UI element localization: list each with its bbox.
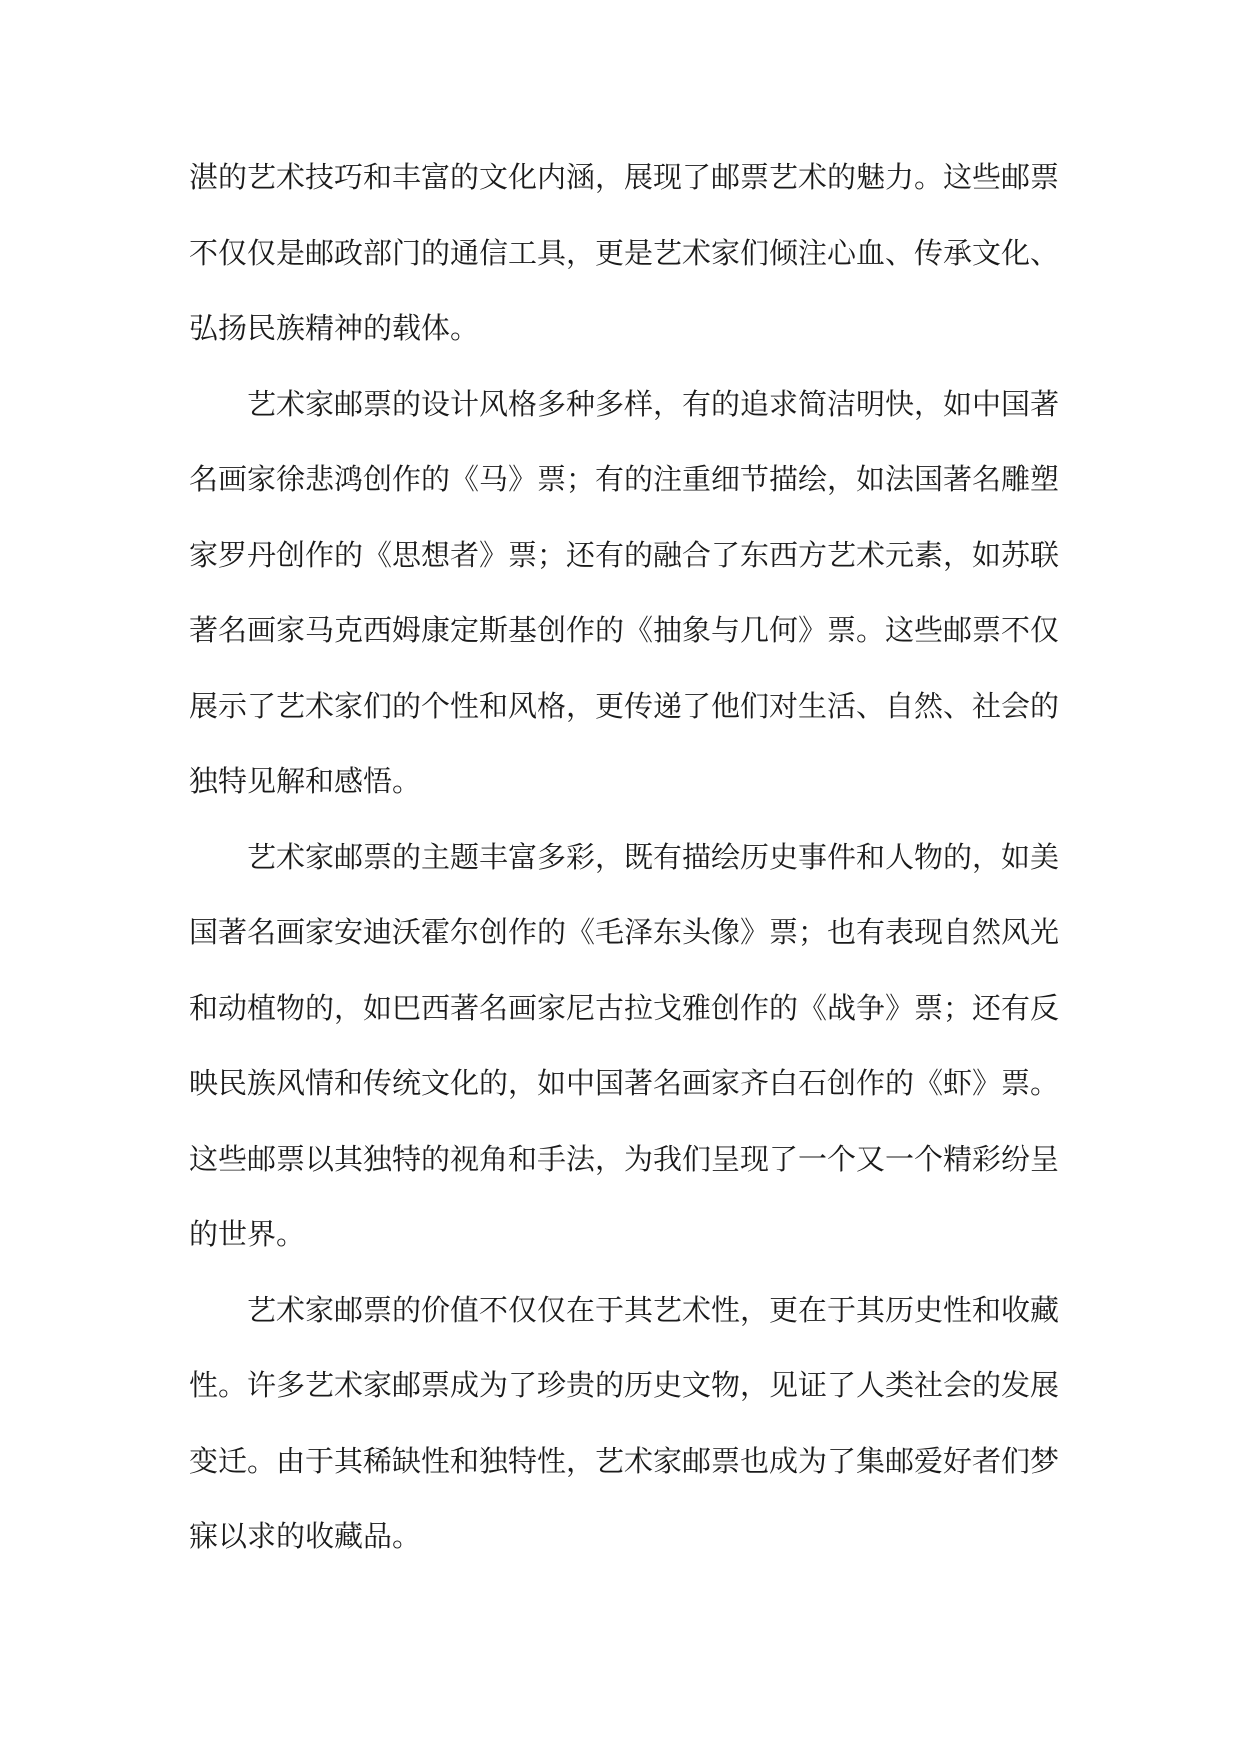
text-line: 的世界。 (189, 1217, 306, 1251)
paragraph-3 (189, 820, 1069, 1273)
text-line: 展示了艺术家们的个性和风格，更传递了他们对生活、自然、社会的 (189, 688, 1060, 723)
text-line: 这些邮票以其独特的视角和手法，为我们呈现了一个又一个精彩纷呈 (189, 1141, 1060, 1176)
text-line: 艺术家邮票的价值不仅仅在于其艺术性，更在于其历史性和收藏 (247, 1292, 1060, 1327)
text-line: 寐以求的收藏品。 (189, 1519, 422, 1553)
text-line: 艺术家邮票的主题丰富多彩，既有描绘历史事件和人物的，如美 (247, 839, 1060, 874)
text-line: 国著名画家安迪沃霍尔创作的《毛泽东头像》票；也有表现自然风光 (189, 915, 1060, 949)
text-line: 弘扬民族精神的载体。 (189, 311, 480, 345)
text-line: 独特见解和感悟。 (189, 764, 422, 798)
text-line: 不仅仅是邮政部门的通信工具，更是艺术家们倾注心血、传承文化、 (189, 235, 1060, 270)
text-line: 艺术家邮票的设计风格多种多样，有的追求简洁明快，如中国著 (247, 386, 1060, 421)
text-line: 性。许多艺术家邮票成为了珍贵的历史文物，见证了人类社会的发展 (189, 1368, 1060, 1402)
text-line: 映民族风情和传统文化的，如中国著名画家齐白石创作的《虾》票。 (189, 1066, 1060, 1100)
text-line: 名画家徐悲鸿创作的《马》票；有的注重细节描绘，如法国著名雕塑 (189, 462, 1060, 496)
text-line: 家罗丹创作的《思想者》票；还有的融合了东西方艺术元素，如苏联 (189, 537, 1060, 572)
text-line: 著名画家马克西姆康定斯基创作的《抽象与几何》票。这些邮票不仅 (189, 613, 1060, 647)
body-text (189, 140, 1069, 1575)
paragraph-2 (189, 367, 1069, 820)
text-line: 变迁。由于其稀缺性和独特性，艺术家邮票也成为了集邮爱好者们梦 (189, 1443, 1060, 1478)
paragraph-4 (189, 1273, 1069, 1575)
paragraph-1 (189, 140, 1069, 367)
text-line: 和动植物的，如巴西著名画家尼古拉戈雅创作的《战争》票；还有反 (189, 990, 1060, 1025)
text-line: 湛的艺术技巧和丰富的文化内涵，展现了邮票艺术的魅力。这些邮票 (189, 160, 1060, 194)
